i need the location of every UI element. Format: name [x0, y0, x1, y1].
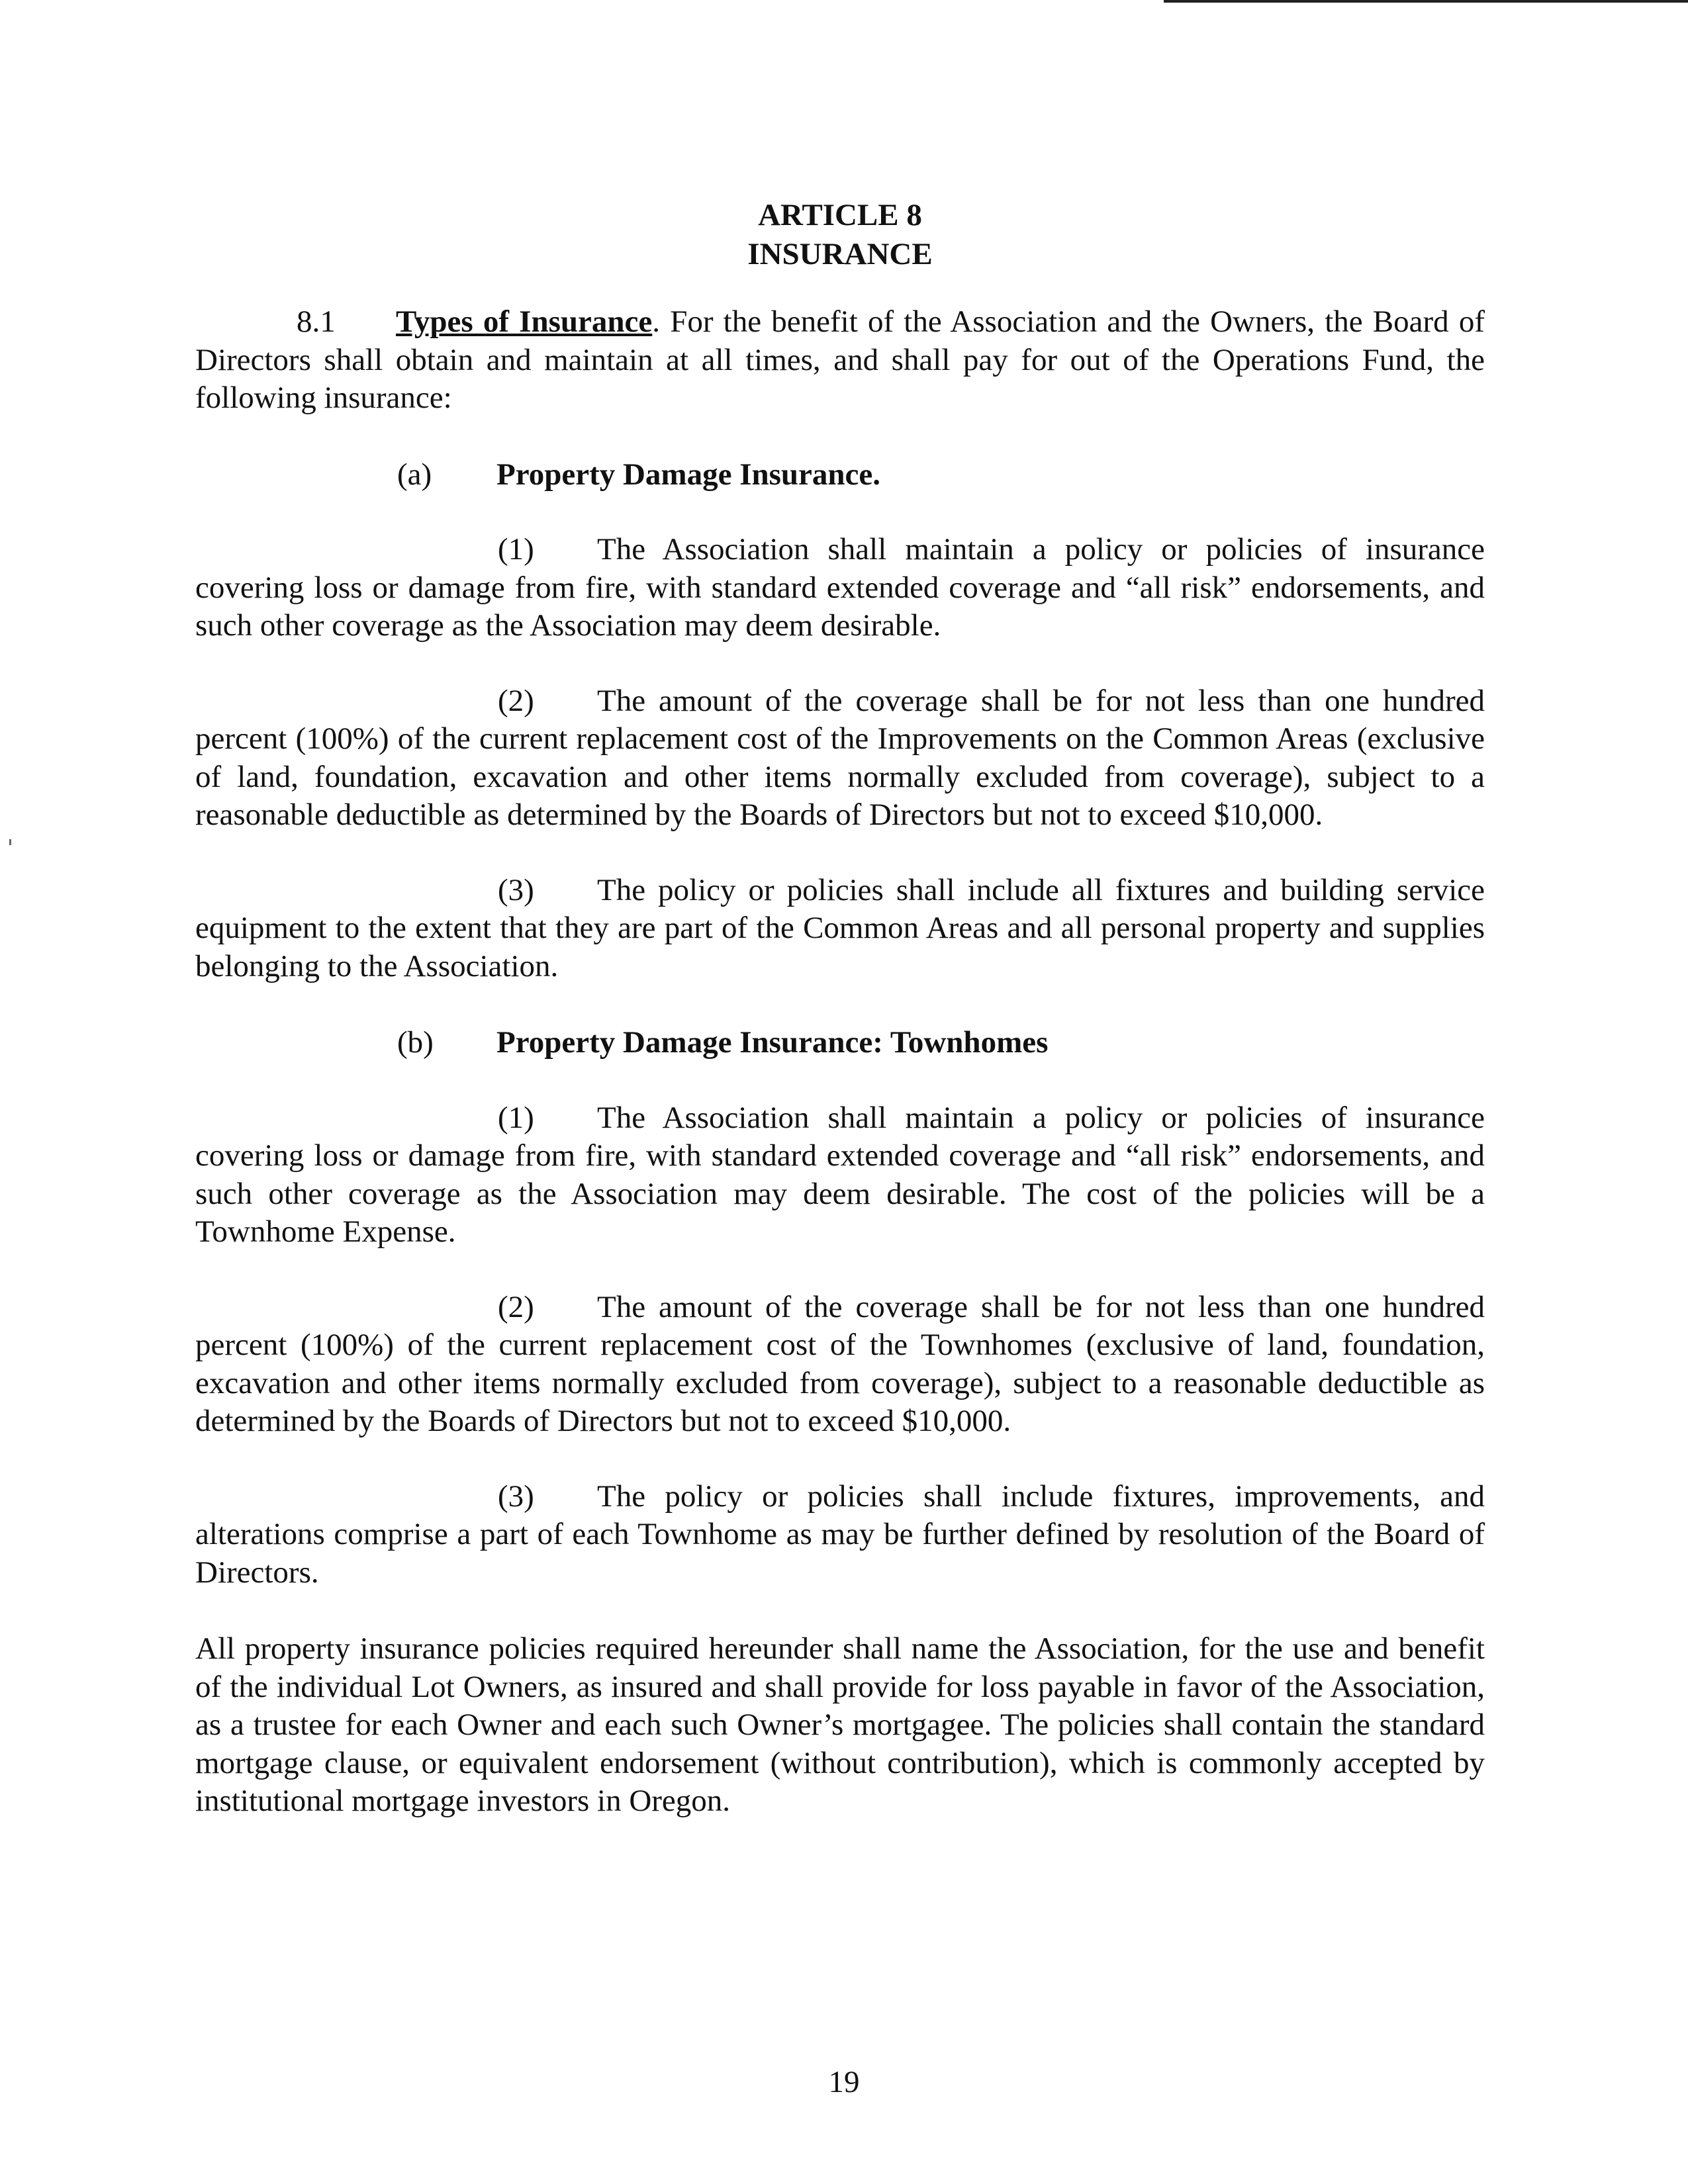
item-number: (1)	[498, 1100, 534, 1135]
article-heading	[195, 196, 1485, 274]
item-number: (2)	[498, 1289, 534, 1324]
item-text: The Association shall maintain a policy or policies of insurance covering loss or damage from fire, with standard extended coverage and “all risk” endorsements, and such other coverage as the Association may deem desirable. The cost of the policies will be a Townhome Expense.	[195, 1100, 1485, 1249]
subsection-title: Property Damage Insurance: Townhomes	[496, 1025, 1049, 1060]
item-number: (1)	[498, 532, 534, 567]
subsection-a-item-2	[195, 682, 1485, 835]
section-title-period: .	[652, 304, 661, 339]
subsection-b-heading	[195, 1024, 1485, 1062]
subsection-letter: (a)	[397, 457, 432, 492]
page-number: 19	[828, 2065, 860, 2099]
section-8-1-paragraph	[195, 303, 1485, 418]
margin-mark	[9, 839, 11, 845]
article-title: INSURANCE	[747, 237, 933, 271]
item-text: The policy or policies shall include fixtures, improvements, and alterations comprise a part of each Townhome as may be further defined by resolution of the Board of Directors.	[195, 1479, 1485, 1590]
item-number: (3)	[498, 1479, 534, 1514]
subsection-b-item-3	[195, 1478, 1485, 1592]
item-text: The amount of the coverage shall be for not less than one hundred percent (100%) of the current replacement cost of the Improvements on the Common Areas (exclusive of land, foundation, excavation and other items normally excluded from coverage), subject to a reasonable deductible as determined by the Boards of Directors but not to exceed $10,000.	[195, 683, 1485, 832]
subsection-a-item-3	[195, 872, 1485, 986]
item-text: The amount of the coverage shall be for not less than one hundred percent (100%) of the current replacement cost of the Townhomes (exclusive of land, foundation, excavation and other items normally excluded from coverage), subject to a reasonable deductible as determined by the Boards of Directors but not to exceed $10,000.	[195, 1289, 1485, 1438]
item-text: The Association shall maintain a policy or policies of insurance covering loss or damage from fire, with standard extended coverage and “all risk” endorsements, and such other coverage as the Association may deem desirable.	[195, 532, 1485, 643]
closing-paragraph: All property insurance policies required hereunder shall name the Association, for the use and benefit of the individual Lot Owners, as insured and shall provide for loss payable in favor of the Association, as a trustee for each Owner and each such Owner’s mortgagee. The policies shall contain the standard mortgage clause, or equivalent endorsement (without contribution), which is commonly accepted by institutional mortgage investors in Oregon.	[195, 1631, 1485, 1818]
item-number: (3)	[498, 872, 534, 907]
top-edge-rule	[1164, 0, 1688, 3]
subsection-a-item-1	[195, 531, 1485, 645]
document-page	[195, 196, 1485, 1821]
section-title: Types of Insurance	[396, 304, 653, 339]
article-number: ARTICLE 8	[758, 198, 922, 232]
section-number: 8.1	[297, 304, 336, 339]
item-number: (2)	[498, 683, 534, 718]
subsection-b-item-2	[195, 1289, 1485, 1441]
subsection-b-item-1	[195, 1099, 1485, 1251]
subsection-title: Property Damage Insurance.	[496, 457, 881, 492]
item-text: The policy or policies shall include all fixtures and building service equipment to the extent that they are part of the Common Areas and all personal property and supplies belonging to the Association.	[195, 872, 1485, 983]
section-text: For the benefit of the Association and the Owners, the Board of Directors shall obtain and maintain at all times, and shall pay for out of the Operations Fund, the following insurance:	[195, 304, 1485, 415]
subsection-a-heading	[195, 456, 1485, 494]
subsection-letter: (b)	[397, 1025, 434, 1060]
